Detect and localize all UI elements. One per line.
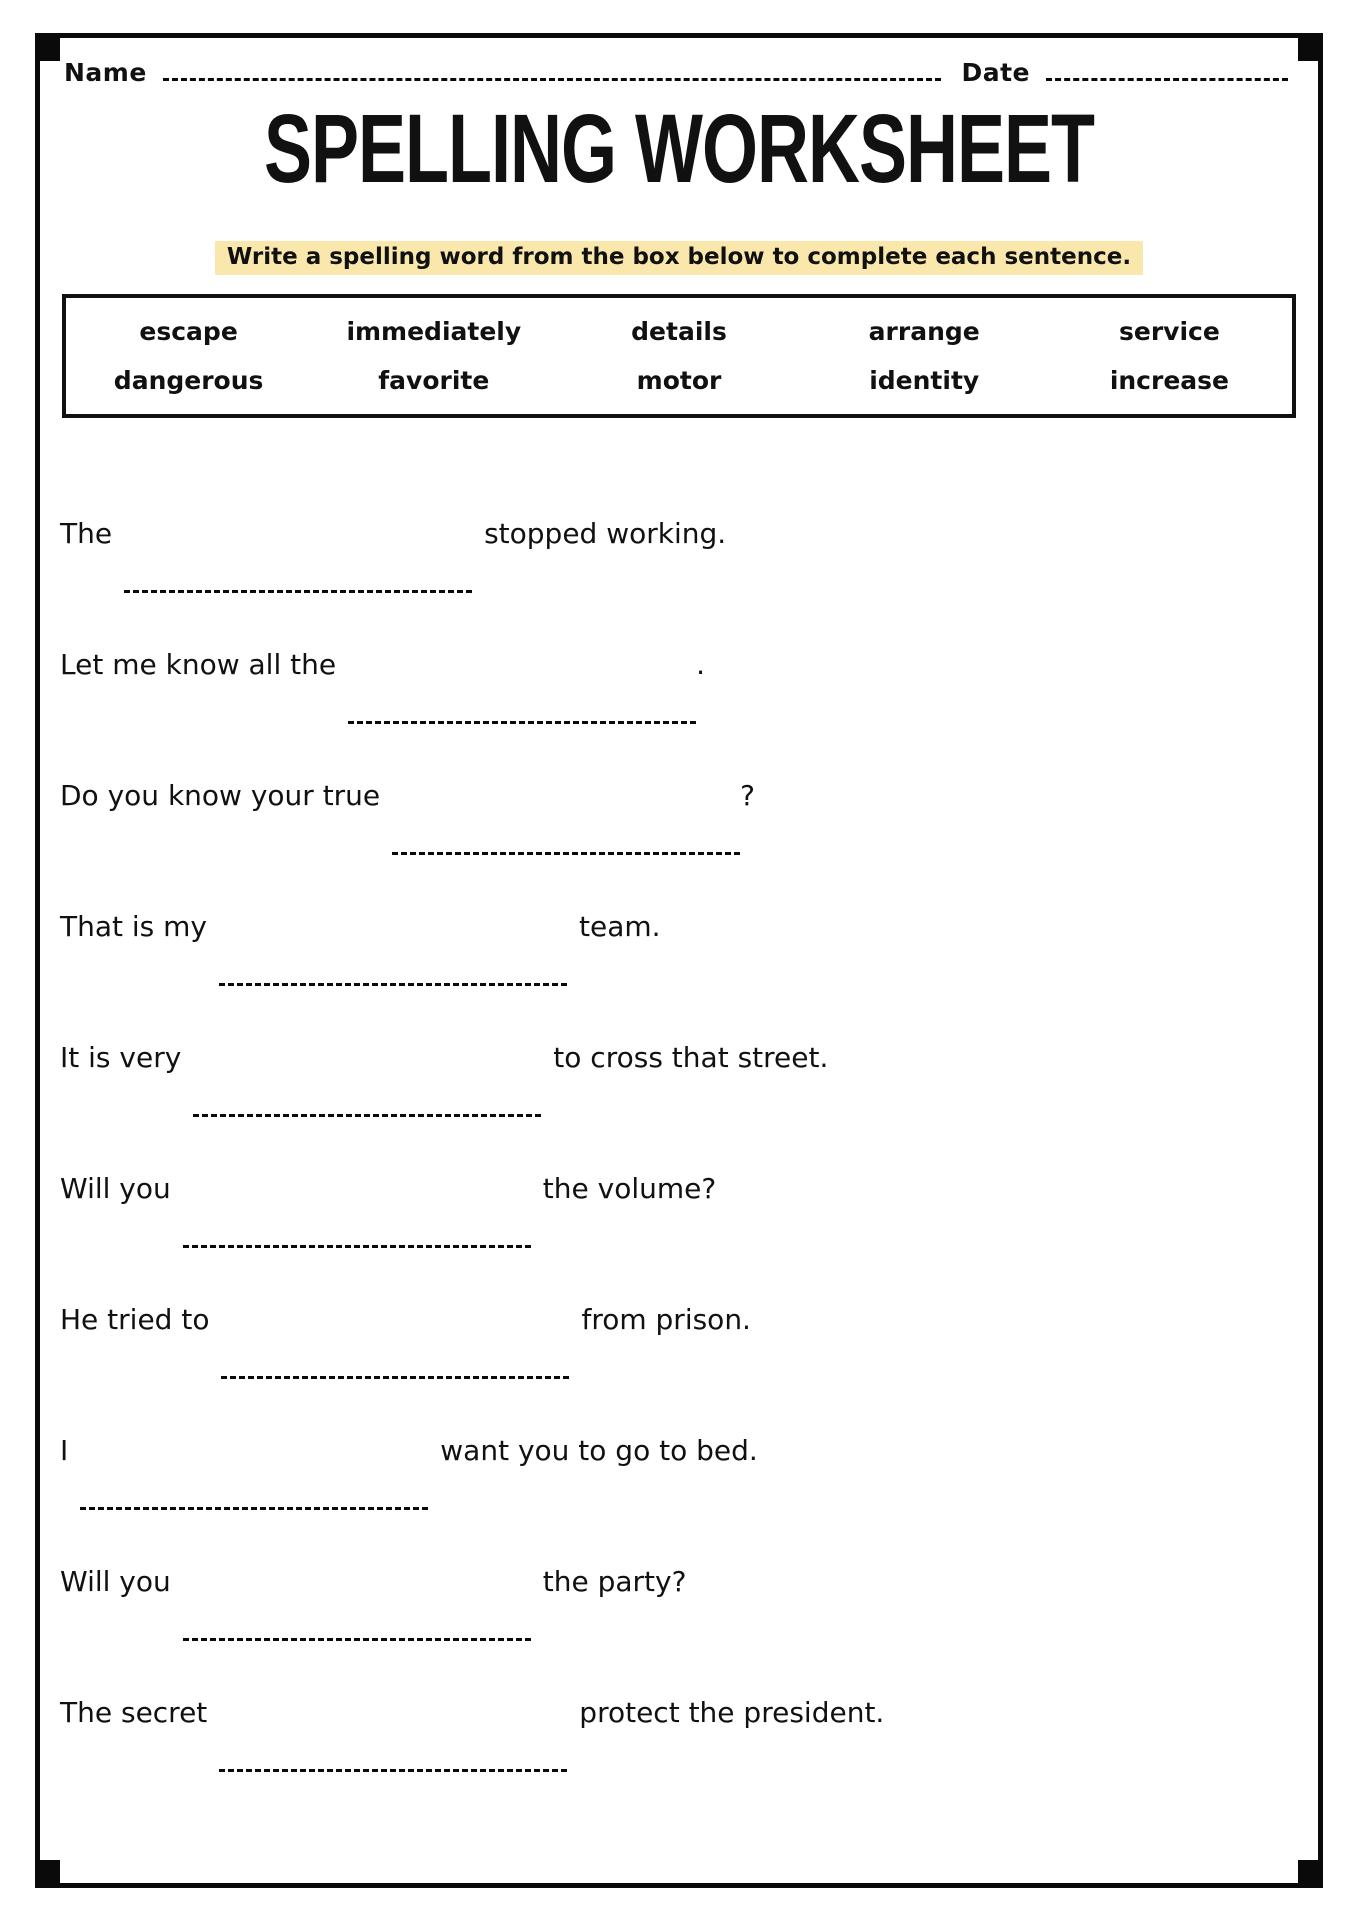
sentence-list bbox=[60, 468, 1298, 1778]
answer-blank[interactable] bbox=[193, 1088, 541, 1117]
word-bank-item: favorite bbox=[378, 365, 490, 395]
word-bank-item: dangerous bbox=[113, 365, 264, 395]
sentence-row bbox=[60, 599, 1298, 730]
sentence-row bbox=[60, 1254, 1298, 1385]
word-bank-item: details bbox=[631, 317, 727, 347]
title-wrap bbox=[40, 94, 1318, 204]
sentence-row bbox=[60, 730, 1298, 861]
corner-mark-top-right bbox=[1298, 33, 1323, 61]
sentence-text-after: team. bbox=[579, 910, 661, 943]
word-bank-item: immediately bbox=[346, 317, 522, 347]
sentence-row bbox=[60, 1516, 1298, 1647]
word-bank-row bbox=[66, 317, 1292, 346]
answer-blank[interactable] bbox=[392, 826, 740, 855]
answer-blank[interactable] bbox=[221, 1350, 569, 1379]
word-bank-row bbox=[66, 366, 1292, 395]
sentence-text-after: want you to go to bed. bbox=[440, 1434, 758, 1467]
answer-blank[interactable] bbox=[183, 1219, 531, 1248]
name-input-blank[interactable] bbox=[163, 56, 942, 81]
sentence-row bbox=[60, 1385, 1298, 1516]
sentence-text-after: . bbox=[696, 648, 705, 681]
sentence-text-after: the party? bbox=[542, 1565, 687, 1598]
sentence-row bbox=[60, 992, 1298, 1123]
word-bank-box bbox=[62, 294, 1296, 418]
sentence-text-before: It is very bbox=[60, 1041, 182, 1074]
sentence-text-after: from prison. bbox=[581, 1303, 751, 1336]
sentence-row bbox=[60, 1647, 1298, 1778]
answer-blank[interactable] bbox=[348, 695, 696, 724]
date-label: Date bbox=[961, 58, 1030, 87]
corner-mark-bottom-left bbox=[35, 1860, 60, 1888]
sentence-text-before: Let me know all the bbox=[60, 648, 337, 681]
name-date-row bbox=[64, 56, 1288, 87]
sentence-text-before: Will you bbox=[60, 1565, 171, 1598]
word-bank-item: identity bbox=[869, 365, 980, 395]
answer-blank[interactable] bbox=[219, 957, 567, 986]
sentence-text-before: Will you bbox=[60, 1172, 171, 1205]
answer-blank[interactable] bbox=[124, 564, 472, 593]
sentence-text-after: to cross that street. bbox=[553, 1041, 829, 1074]
answer-blank[interactable] bbox=[80, 1481, 428, 1510]
sentence-text-after: protect the president. bbox=[579, 1696, 885, 1729]
word-bank-item: arrange bbox=[868, 317, 980, 347]
instruction-text: Write a spelling word from the box below to complete each sentence. bbox=[215, 241, 1143, 275]
sentence-text-before: I bbox=[60, 1434, 69, 1467]
sentence-text-before: The secret bbox=[60, 1696, 208, 1729]
word-bank-item: increase bbox=[1109, 365, 1229, 395]
worksheet-page-frame bbox=[35, 33, 1323, 1888]
answer-blank[interactable] bbox=[183, 1612, 531, 1641]
page-title: SPELLING WORKSHEET bbox=[263, 95, 1095, 204]
sentence-text-before: That is my bbox=[60, 910, 207, 943]
sentence-row bbox=[60, 1123, 1298, 1254]
corner-mark-top-left bbox=[35, 33, 60, 61]
sentence-text-after: ? bbox=[740, 779, 756, 812]
corner-mark-bottom-right bbox=[1298, 1860, 1323, 1888]
sentence-text-after: the volume? bbox=[542, 1172, 717, 1205]
name-label: Name bbox=[64, 58, 147, 87]
sentence-text-after: stopped working. bbox=[484, 517, 727, 550]
sentence-text-before: He tried to bbox=[60, 1303, 210, 1336]
sentence-text-before: The bbox=[60, 517, 113, 550]
date-input-blank[interactable] bbox=[1046, 56, 1288, 81]
sentence-row bbox=[60, 468, 1298, 599]
word-bank-item: motor bbox=[636, 365, 722, 395]
word-bank-item: escape bbox=[139, 317, 238, 347]
answer-blank[interactable] bbox=[219, 1743, 567, 1772]
sentence-row bbox=[60, 861, 1298, 992]
word-bank-item: service bbox=[1119, 317, 1220, 347]
sentence-text-before: Do you know your true bbox=[60, 779, 381, 812]
instruction-wrap bbox=[40, 241, 1318, 275]
